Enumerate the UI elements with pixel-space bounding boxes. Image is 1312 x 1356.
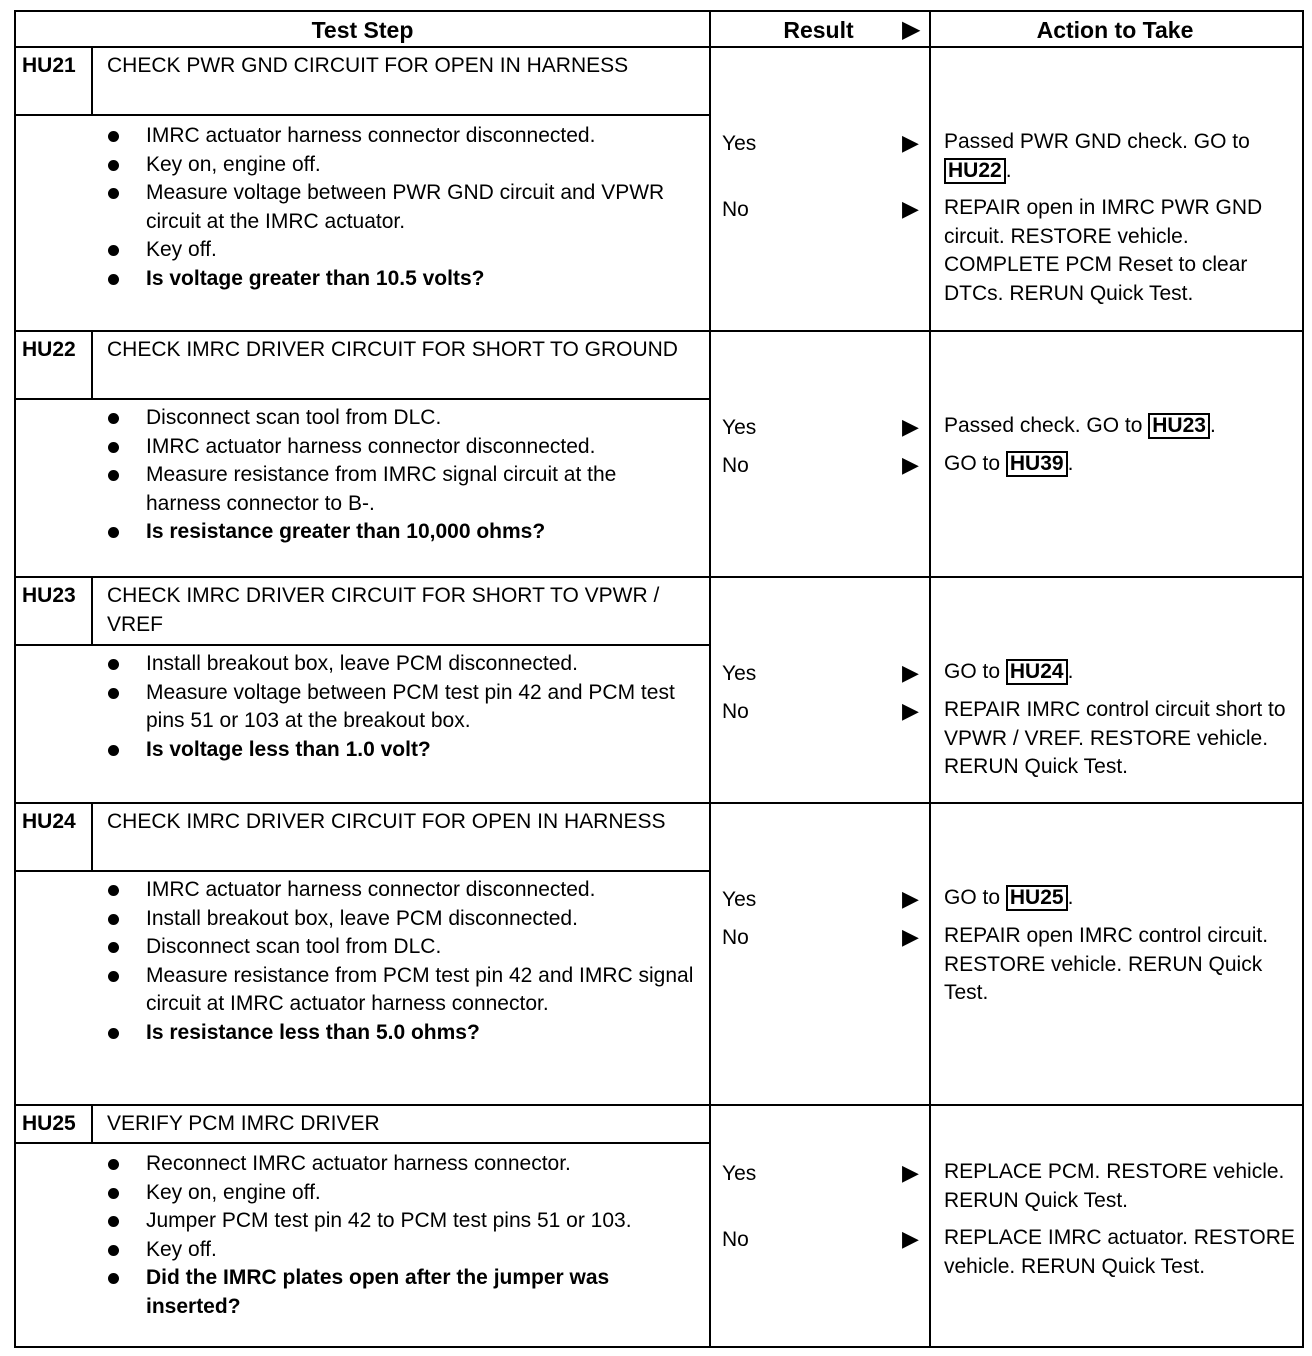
step-item: Measure resistance from PCM test pin 42 and IMRC signal circuit at IMRC actuator harness connector. (16, 962, 709, 1019)
step-item: Install breakout box, leave PCM disconnected. (16, 650, 709, 679)
step-code: HU24 (16, 804, 93, 872)
bullet-icon (108, 1245, 119, 1256)
step-code: HU25 (16, 1106, 93, 1144)
arrow-icon: ▶ (902, 414, 919, 439)
bullet-icon (108, 659, 119, 670)
step-item: IMRC actuator harness connector disconnected. (16, 433, 709, 462)
step-title: CHECK IMRC DRIVER CIRCUIT FOR SHORT TO VPWR / VREF (93, 578, 709, 646)
step-link-hu24[interactable]: HU24 (1006, 659, 1068, 685)
bullet-icon (108, 688, 119, 699)
result-yes: Yes (722, 416, 757, 439)
step-item: Disconnect scan tool from DLC. (16, 933, 709, 962)
step-item: Key on, engine off. (16, 1179, 709, 1208)
step-list (16, 650, 709, 764)
step-item: Install breakout box, leave PCM disconnected. (16, 905, 709, 934)
arrow-icon: ▶ (902, 698, 919, 723)
result-yes: Yes (722, 662, 757, 685)
test-row-hu22 (16, 332, 1302, 578)
result-yes: Yes (722, 132, 757, 155)
step-title: CHECK IMRC DRIVER CIRCUIT FOR SHORT TO GROUND (93, 332, 709, 400)
header-test-step: Test Step (311, 17, 414, 43)
bullet-icon (108, 1028, 119, 1039)
step-list (16, 404, 709, 547)
step-item: IMRC actuator harness connector disconnected. (16, 122, 709, 151)
bullet-icon (108, 413, 119, 424)
bullet-icon (108, 245, 119, 256)
step-item: Measure voltage between PCM test pin 42 and PCM test pins 51 or 103 at the breakout box. (16, 679, 709, 736)
arrow-icon: ▶ (902, 452, 919, 477)
action-no: REPLACE IMRC actuator. RESTORE vehicle. RERUN Quick Test. (944, 1226, 1295, 1278)
bullet-icon (108, 1216, 119, 1227)
bullet-icon (108, 160, 119, 171)
header-arrow-icon: ▶ (902, 16, 921, 43)
action-no: REPAIR open in IMRC PWR GND circuit. RESTORE vehicle. COMPLETE PCM Reset to clear DTCs. RERUN Quick Test. (944, 196, 1263, 305)
step-list (16, 122, 709, 293)
result-no: No (722, 926, 749, 949)
step-title: CHECK PWR GND CIRCUIT FOR OPEN IN HARNESS (93, 48, 709, 116)
result-yes: Yes (722, 1162, 757, 1185)
bullet-icon (108, 885, 119, 896)
bullet-icon (108, 274, 119, 285)
arrow-icon: ▶ (902, 1160, 919, 1185)
bullet-icon (108, 971, 119, 982)
header-action: Action to Take (1036, 17, 1194, 43)
action-yes: REPLACE PCM. RESTORE vehicle. RERUN Quick Test. (944, 1160, 1285, 1212)
bullet-icon (108, 745, 119, 756)
action-no: GO to HU39 . (944, 452, 1074, 475)
bullet-icon (108, 442, 119, 453)
arrow-icon: ▶ (902, 660, 919, 685)
result-no: No (722, 700, 749, 723)
step-item: Jumper PCM test pin 42 to PCM test pins 51 or 103. (16, 1207, 709, 1236)
step-item: Key off. (16, 1236, 709, 1265)
bullet-icon (108, 470, 119, 481)
step-question: Is voltage less than 1.0 volt? (16, 736, 709, 765)
result-no: No (722, 454, 749, 477)
bullet-icon (108, 188, 119, 199)
header-result: Result (783, 17, 854, 43)
step-link-hu25[interactable]: HU25 (1006, 885, 1068, 911)
bullet-icon (108, 914, 119, 925)
arrow-icon: ▶ (902, 1226, 919, 1251)
arrow-icon: ▶ (902, 924, 919, 949)
step-item: Disconnect scan tool from DLC. (16, 404, 709, 433)
bullet-icon (108, 527, 119, 538)
step-item: Measure voltage between PWR GND circuit and VPWR circuit at the IMRC actuator. (16, 179, 709, 236)
result-no: No (722, 198, 749, 221)
result-no: No (722, 1228, 749, 1251)
test-row-hu25 (16, 1106, 1302, 1346)
test-row-hu23 (16, 578, 1302, 804)
step-link-hu23[interactable]: HU23 (1148, 413, 1210, 439)
test-row-hu21 (16, 48, 1302, 332)
bullet-icon (108, 942, 119, 953)
step-title: VERIFY PCM IMRC DRIVER (93, 1106, 709, 1144)
step-item: Measure resistance from IMRC signal circuit at the harness connector to B-. (16, 461, 709, 518)
arrow-icon: ▶ (902, 886, 919, 911)
step-item: Key on, engine off. (16, 151, 709, 180)
step-list (16, 1150, 709, 1321)
result-yes: Yes (722, 888, 757, 911)
step-question: Did the IMRC plates open after the jumper was inserted? (16, 1264, 709, 1321)
action-no: REPAIR IMRC control circuit short to VPWR / VREF. RESTORE vehicle. RERUN Quick Test. (944, 698, 1286, 778)
step-item: IMRC actuator harness connector disconnected. (16, 876, 709, 905)
action-yes: GO to HU24 . (944, 660, 1074, 683)
bullet-icon (108, 1188, 119, 1199)
diagnostic-table (14, 10, 1304, 1348)
step-question: Is resistance less than 5.0 ohms? (16, 1019, 709, 1048)
arrow-icon: ▶ (902, 130, 919, 155)
action-yes: GO to HU25 . (944, 886, 1074, 909)
test-row-hu24 (16, 804, 1302, 1106)
step-code: HU22 (16, 332, 93, 400)
step-link-hu39[interactable]: HU39 (1006, 451, 1068, 477)
action-yes: Passed PWR GND check. GO to HU22 . (944, 130, 1250, 182)
step-list (16, 876, 709, 1047)
step-question: Is voltage greater than 10.5 volts? (16, 265, 709, 294)
arrow-icon: ▶ (902, 196, 919, 221)
step-code: HU21 (16, 48, 93, 116)
bullet-icon (108, 131, 119, 142)
step-question: Is resistance greater than 10,000 ohms? (16, 518, 709, 547)
action-yes: Passed check. GO to HU23 . (944, 414, 1216, 437)
step-item: Key off. (16, 236, 709, 265)
action-no: REPAIR open IMRC control circuit. RESTORE vehicle. RERUN Quick Test. (944, 924, 1269, 1004)
step-title: CHECK IMRC DRIVER CIRCUIT FOR OPEN IN HARNESS (93, 804, 709, 872)
step-link-hu22[interactable]: HU22 (944, 158, 1006, 184)
bullet-icon (108, 1273, 119, 1284)
step-item: Reconnect IMRC actuator harness connector. (16, 1150, 709, 1179)
bullet-icon (108, 1159, 119, 1170)
step-code: HU23 (16, 578, 93, 646)
